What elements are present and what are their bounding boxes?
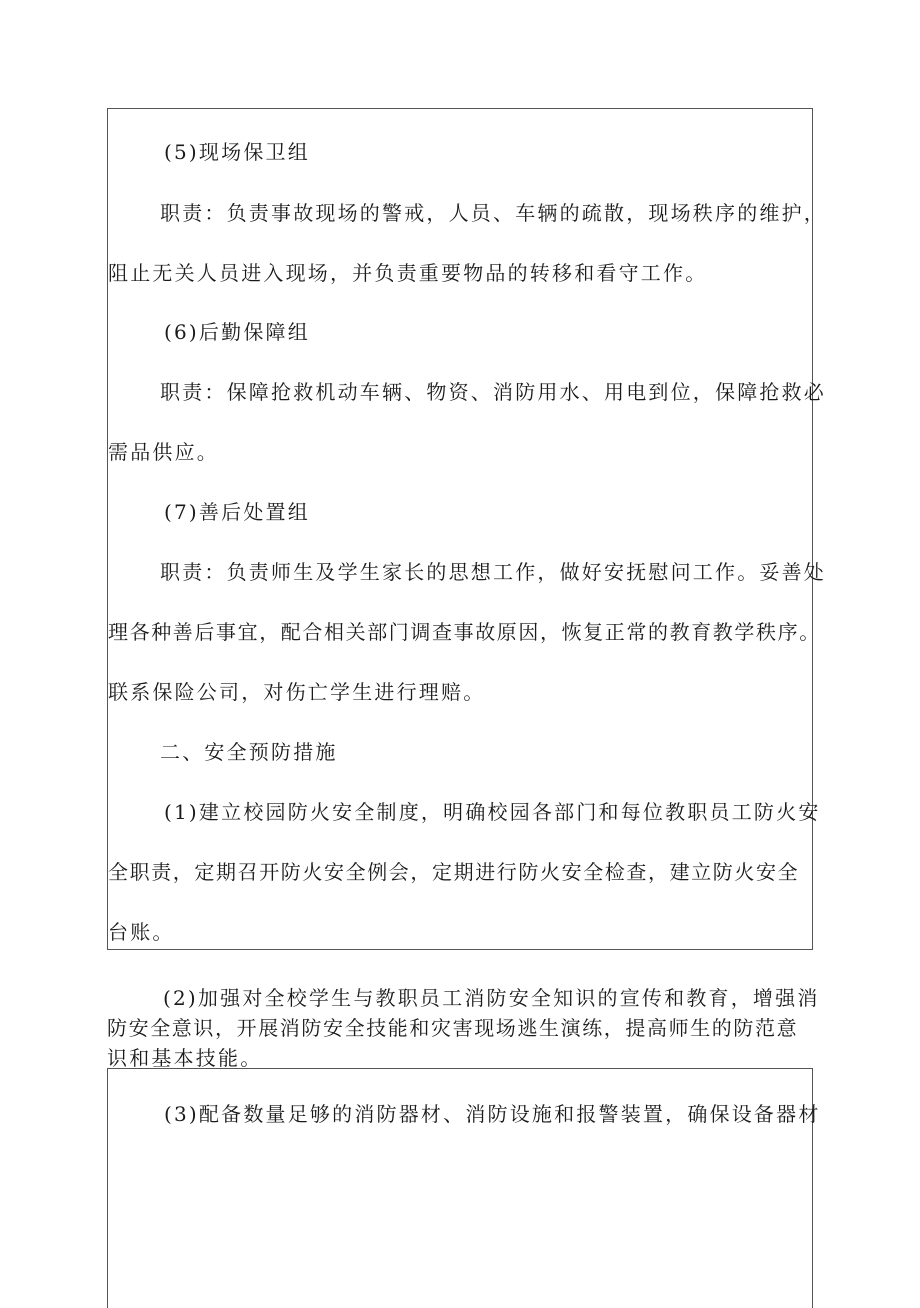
paragraph-line: (3)配备数量足够的消防器材、消防设施和报警装置，确保设备器材 — [164, 1102, 821, 1126]
paragraph-line: 防安全意识，开展消防安全技能和灾害现场逃生演练，提高师生的防范意 — [107, 1016, 799, 1040]
paragraph-line: 理各种善后事宜，配合相关部门调查事故原因，恢复正常的教育教学秩序。 — [108, 620, 821, 644]
paragraph-line: 职责：保障抢救机动车辆、物资、消防用水、用电到位，保障抢救必 — [160, 380, 826, 404]
section-heading-prevention: 二、安全预防措施 — [160, 740, 338, 764]
paragraph-line: (1)建立校园防火安全制度，明确校园各部门和每位教职员工防火安 — [164, 800, 821, 824]
paragraph-line: 全职责，定期召开防火安全例会，定期进行防火安全检查，建立防火安全 — [108, 860, 800, 884]
table-cell-box-2 — [107, 1068, 821, 1308]
paragraph-line: (2)加强对全校学生与教职员工消防安全知识的宣传和教育，增强消 — [163, 986, 820, 1010]
heading-logistics-group: (6)后勤保障组 — [164, 320, 310, 344]
paragraph-line: 阻止无关人员进入现场，并负责重要物品的转移和看守工作。 — [108, 261, 708, 285]
table-cell-box-1 — [107, 108, 826, 950]
heading-security-group: (5)现场保卫组 — [164, 140, 310, 164]
paragraph-line: 职责：负责事故现场的警戒，人员、车辆的疏散，现场秩序的维护， — [160, 201, 826, 225]
paragraph-line: 联系保险公司，对伤亡学生进行理赔。 — [108, 680, 486, 704]
paragraph-line: 职责：负责师生及学生家长的思想工作，做好安抚慰问工作。妥善处 — [160, 560, 826, 584]
paragraph-line: 识和基本技能。 — [107, 1046, 263, 1070]
paragraph-line: 台账。 — [108, 920, 175, 944]
heading-aftermath-group: (7)善后处置组 — [164, 500, 310, 524]
paragraph-line: 需品供应。 — [108, 440, 219, 464]
